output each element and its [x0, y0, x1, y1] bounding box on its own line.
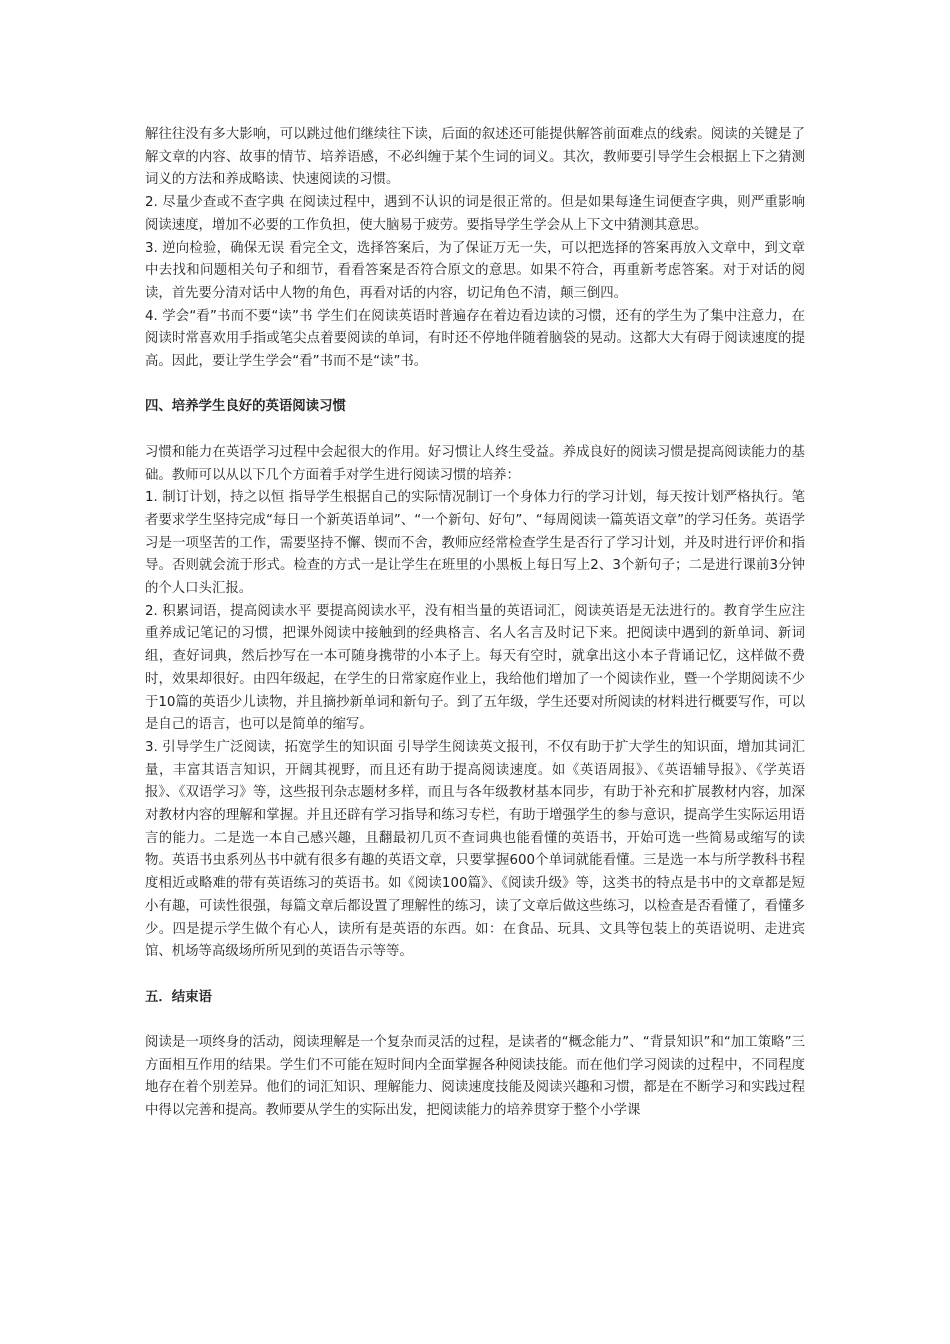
section5-body-paragraph: 阅读是一项终身的活动，阅读理解是一个复杂而灵活的过程，是读者的“概念能力”、“背景知识”和“加工策略”三方面相互作用的结果。学生们不可能在短时间内全面掌握各种阅读技能。而在他们学习阅读的过程中，不同程度地存在着个别差异。他们的词汇知识、理解能力、阅读速度技能及阅读兴趣和习惯，都是在不断学习和实践过程中得以完善和提高。教师要从学生的实际出发，把阅读能力的培养贯穿于整个小学课	[145, 1035, 805, 1119]
section3-intro-paragraph: 解往往没有多大影响，可以跳过他们继续往下读，后面的叙述还可能提供解答前面难点的线索。阅读的关键是了解文章的内容、故事的情节、培养语感，不必纠缠于某个生词的词义。其次，教师要引导学生会根据上下之猜测词义的方法和养成略读、快速阅读的习惯。	[145, 127, 805, 188]
section4-intro-paragraph: 习惯和能力在英语学习过程中会起很大的作用。好习惯让人终生受益。养成良好的阅读习惯是提高阅读能力的基础。教师可以从以下几个方面着手对学生进行阅读习惯的培养：	[145, 444, 805, 483]
document-page	[145, 124, 805, 1123]
spacer	[145, 419, 805, 442]
section4-item-2: 2. 积累词语，提高阅读水平 要提高阅读水平，没有相当量的英语词汇，阅读英语是无法进行的。教育学生应注重养成记笔记的习惯，把课外阅读中接触到的经典格言、名人名言及时记下来。把阅读中遇到的新单词、新词组，查好词典，然后抄写在一本可随身携带的小本子上。每天有空时，就拿出这小本子背诵记忆，这样做不费时，效果却很好。由四年级起，在学生的日常家庭作业上，我给他们增加了一个阅读作业，暨一个学期阅读不少于10篇的英语少儿读物，并且摘抄新单词和新句子。到了五年级，学生还要对所阅读的材料进行概要写作，可以是自己的语言，也可以是简单的缩写。	[145, 603, 805, 733]
section3-item-4: 4. 学会“看”书而不要“读”书 学生们在阅读英语时普遍存在着边看边读的习惯，还有的学生为了集中注意力，在阅读时常喜欢用手指或笔尖点着要阅读的单词，有时还不停地伴随着脑袋的晃动。这都大大有碍于阅读速度的提高。因此，要让学生学会“看”书而不是“读”书。	[145, 308, 805, 370]
spacer	[145, 1009, 805, 1032]
section3-item-3: 3. 逆向检验，确保无误 看完全文，选择答案后，为了保证万无一失，可以把选择的答案再放入文章中，到文章中去找和问题相关句子和细节，看看答案是否符合原文的意思。如果不符合，再重新考虑答案。对于对话的阅读，首先要分清对话中人物的角色，再看对话的内容，切记角色不清，颠三倒四。	[145, 240, 805, 301]
section4-item-3: 3. 引导学生广泛阅读，拓宽学生的知识面 引导学生阅读英文报刊，不仅有助于扩大学生的知识面，增加其词汇量，丰富其语言知识，开阔其视野，而且还有助于提高阅读速度。如《英语周报》、《英语辅导报》、《学英语报》、《双语学习》等，这些报刊杂志题材多样，而且与各年级教材基本同步，有助于补充和扩展教材内容，加深对教材内容的理解和掌握。并且还辟有学习指导和练习专栏，有助于增强学生的参与意识，提高学生实际运用语言的能力。二是选一本自己感兴趣，且翻最初几页不查词典也能看懂的英语书，开始可选一些简易或缩写的读物。英语书虫系列丛书中就有很多有趣的英语文章，只要掌握600个单词就能看懂。三是选一本与所学教科书程度相近或略难的带有英语练习的英语书。如《阅读100篇》、《阅读升级》等，这类书的特点是书中的文章都是短小有趣，可读性很强，每篇文章后都设置了理解性的练习，读了文章后做这些练习，以检查是否看懂了，看懂多少。四是提示学生做个有心人，读所有是英语的东西。如：在食品、玩具、文具等包装上的英语说明、走进宾馆、机场等高级场所所见到的英语告示等等。	[145, 739, 805, 960]
spacer	[145, 964, 805, 987]
section3-item-2: 2. 尽量少查或不查字典 在阅读过程中，遇到不认识的词是很正常的。但是如果每逢生词便查字典，则严重影响阅读速度，增加不必要的工作负担，使大脑易于疲劳。要指导学生学会从上下文中猜测其意思。	[145, 195, 805, 233]
section5-heading: 五．结束语	[145, 989, 212, 1005]
section4-item-1: 1. 制订计划，持之以恒 指导学生根据自己的实际情况制订一个身体力行的学习计划，每天按计划严格执行。笔者要求学生坚持完成“每日一个新英语单词”、“一个新句、好句”、“每周阅读一篇英语文章”的学习任务。英语学习是一项坚苦的工作，需要坚持不懈、锲而不舍，教师应经常检查学生是否行了学习计划，并及时进行评价和指导。否则就会流于形式。检查的方式一是让学生在班里的小黑板上每日写上2、3个新句子；二是进行课前3分钟的个人口头汇报。	[145, 490, 805, 597]
spacer	[145, 374, 805, 397]
section4-heading: 四、培养学生良好的英语阅读习惯	[145, 399, 346, 415]
